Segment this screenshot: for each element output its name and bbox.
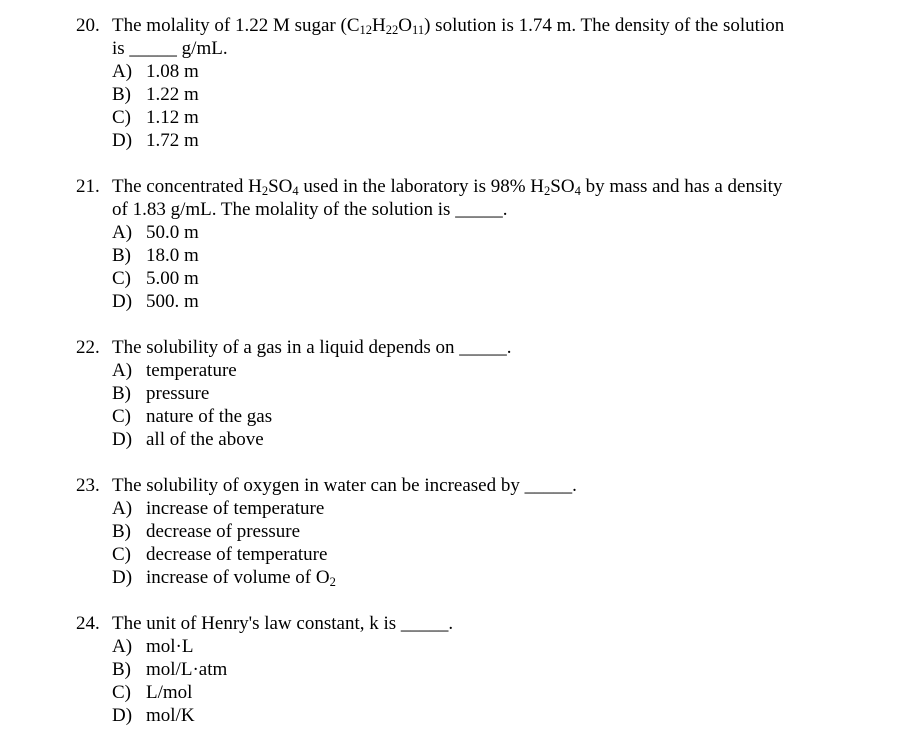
option-letter: D) [112, 429, 133, 450]
option-letter: B) [112, 245, 131, 266]
option-b[interactable] [0, 244, 905, 267]
option-text: increase of volume of $O_2$ [146, 567, 336, 590]
option-text: mol/K [146, 705, 195, 726]
option-b[interactable] [0, 520, 905, 543]
question-24 [0, 612, 905, 727]
question-number: 20. [76, 15, 100, 36]
option-a[interactable] [0, 359, 905, 382]
question-stem-continued: is _____ g/mL. [112, 38, 228, 59]
option-letter: C) [112, 544, 131, 565]
option-text: 1.72 m [146, 130, 199, 151]
option-text: decrease of pressure [146, 521, 301, 542]
question-number: 23. [76, 475, 100, 496]
option-letter: C) [112, 406, 131, 427]
option-text: L/mol [146, 682, 193, 703]
option-text: decrease of temperature [146, 544, 328, 565]
question-stem: The molality of 1.22 M sugar $(C_{12}H_{22}O_{11})$ solution is 1.74 m. The density of the solution [112, 15, 785, 38]
option-letter: C) [112, 682, 131, 703]
option-b[interactable] [0, 382, 905, 405]
option-text: 18.0 m [146, 245, 199, 266]
option-text: all of the above [146, 429, 264, 450]
option-a[interactable] [0, 497, 905, 520]
option-text: 50.0 m [146, 222, 199, 243]
option-text: mol/L·atm [146, 659, 228, 680]
option-c[interactable] [0, 106, 905, 129]
option-text: 500. m [146, 291, 199, 312]
option-c[interactable] [0, 405, 905, 428]
option-letter: B) [112, 659, 131, 680]
option-text: 1.22 m [146, 84, 199, 105]
option-text: nature of the gas [146, 406, 273, 427]
option-c[interactable] [0, 681, 905, 704]
question-stem: The concentrated $H_2SO_4$ used in the laboratory is 98% $H_2SO_4$ by mass and has a density [112, 176, 783, 199]
option-d[interactable] [0, 290, 905, 313]
option-text: increase of temperature [146, 498, 325, 519]
question-21 [0, 175, 905, 313]
option-letter: C) [112, 268, 131, 289]
option-c[interactable] [0, 543, 905, 566]
option-letter: D) [112, 567, 133, 588]
option-letter: A) [112, 498, 133, 519]
option-text: 1.08 m [146, 61, 199, 82]
question-22 [0, 336, 905, 451]
option-d[interactable] [0, 428, 905, 451]
option-letter: D) [112, 705, 133, 726]
option-letter: A) [112, 222, 133, 243]
option-letter: B) [112, 383, 131, 404]
question-number: 21. [76, 176, 100, 197]
option-text: 5.00 m [146, 268, 199, 289]
question-20 [0, 14, 905, 152]
option-d[interactable] [0, 129, 905, 152]
question-23 [0, 474, 905, 589]
option-text: 1.12 m [146, 107, 199, 128]
option-letter: C) [112, 107, 131, 128]
option-letter: A) [112, 636, 133, 657]
question-stem: The solubility of oxygen in water can be increased by _____. [112, 475, 577, 496]
option-c[interactable] [0, 267, 905, 290]
option-a[interactable] [0, 221, 905, 244]
option-a[interactable] [0, 60, 905, 83]
option-text: mol·L [146, 636, 194, 657]
question-stem: The solubility of a gas in a liquid depends on _____. [112, 337, 512, 358]
option-letter: B) [112, 84, 131, 105]
option-letter: B) [112, 521, 131, 542]
question-number: 22. [76, 337, 100, 358]
question-stem: The unit of Henry's law constant, k is _____. [112, 613, 454, 634]
option-text: pressure [146, 383, 210, 404]
option-letter: D) [112, 291, 133, 312]
option-letter: D) [112, 130, 133, 151]
option-d[interactable] [0, 566, 905, 589]
option-b[interactable] [0, 658, 905, 681]
option-text: temperature [146, 360, 237, 381]
option-letter: A) [112, 360, 133, 381]
option-b[interactable] [0, 83, 905, 106]
question-number: 24. [76, 613, 100, 634]
option-d[interactable] [0, 704, 905, 727]
option-a[interactable] [0, 635, 905, 658]
question-stem-continued: of 1.83 g/mL. The molality of the solution is _____. [112, 199, 508, 220]
option-letter: A) [112, 61, 133, 82]
